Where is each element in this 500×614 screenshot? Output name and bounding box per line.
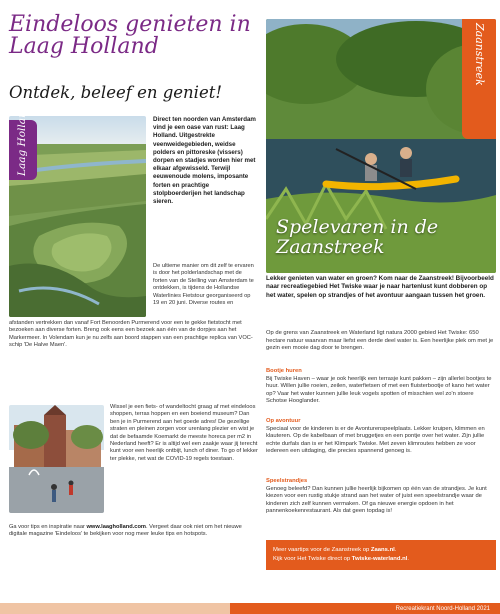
- kayak-title-line-1: Spelevaren in de: [276, 216, 439, 238]
- section-text: Speciaal voor de kinderen is er de Avonturenspeelplaats. Lekker kruipen, klimmen en klauteren. Op de kabelbaan of met bruggetjes en een pontje over het water. Zijn jullie echte durfals dan is er het Klimpark Twiske. Met zeven klimroutes hebben ze voor iedereen een uitdaging, die precies spannend genoeg is.: [266, 425, 485, 454]
- laagholland-link[interactable]: www.laagholland.com: [86, 524, 146, 530]
- section-text: Bij Twiske Haven – waar je ook heerlijk een terrasje kunt pakken – zijn allerlei bootjes te huur. Willen jullie roeien, zeilen, waterfietsen of met een fluisterbootje of kano het water op? Vaar het water kunnen jullie leuk vogels spotten of misschien wel zo'n stoere Schotse Hooglander.: [266, 375, 492, 404]
- info-box-line-2: [273, 555, 409, 563]
- kayak-title-line-2: Zaanstreek: [276, 236, 385, 258]
- section-heading: Speelstrandjes: [266, 478, 308, 484]
- info-box: [266, 540, 496, 570]
- left-paragraph-2: Wissel je een fiets- of wandeltocht graag af met eindeloos shoppen, terras hoppen en een boeiend museum? Dan ben je in Purmerend aan het goede adres! De gezellige straten en pleinen zorgen voor urenlang plezier en wist je dat de befaamde Koemarkt de meeste horeca per m2 in Nederland heeft? Er is altijd wel een zaakje waar jij terecht kunt voor een heerlijk ontbijt, lunch of diner. To go of lekker ter plekke, net wat de COVID-19 regels toestaan.: [110, 404, 258, 462]
- info-line-1-pre: Meer vaartips voor de Zaanstreek op: [273, 547, 371, 553]
- section-text: Genoeg beleefd? Dan kunnen jullie heerlijk bijkomen op één van de strandjes. Je kunt kiezen voor een rustig stukje strand aan het water of juist een speelstrandje waar de kinderen zich zelf kunnen vermaken. Of ga nieuwe energie opdoen in het pannenkoekenrestaurant. Als dat geen topdag is!: [266, 485, 487, 514]
- page-footer: [0, 603, 500, 614]
- right-paragraph-1: Op de grens van Zaanstreek en Waterland ligt natura 2000 gebied Het Twiske: 650 hectare natuur waarvan maar liefst een derde deel water is. Een heerlijke plek om met je gezin een mooie dag door te brengen.: [266, 330, 494, 351]
- section-speelstrandjes: [266, 478, 496, 516]
- right-intro-text: Lekker genieten van water en groen? Kom naar de Zaanstreek! Bijvoorbeeld naar recreatiegebied Het Twiske waar je naar hartenlust kunt dobberen op het water, spelen op strandjes of het avontuur aangaan tussen het groen.: [266, 275, 494, 299]
- page-subtitle: Ontdek, beleef en geniet!: [9, 83, 222, 102]
- info-line-2-pre: Kijk voor Het Twiske direct op: [273, 556, 352, 562]
- page-title: Eindeloos genieten in Laag Holland: [9, 12, 251, 59]
- left-paragraph-3: [9, 524, 259, 539]
- info-line-1-post: .: [394, 547, 397, 553]
- laag-holland-tab-label: Laag Holland: [16, 104, 28, 176]
- twiske-link[interactable]: Twiske-waterland.nl: [351, 556, 408, 562]
- left-paragraph-1-narrow: De ultieme manier om dit zelf te ervaren is door het polderlandschap met de forten van de Stelling van Amsterdam te ontdekken, is tijdens de Hollandse Waterlinies Fietstour georganiseerd op 19 en 20 juni. Diverse routes en: [153, 263, 254, 307]
- section-op-avontuur: [266, 418, 496, 456]
- section-heading: Op avontuur: [266, 418, 301, 424]
- left-paragraph-1-wide: afstanden vertrekken dan vanaf Fort Benoorden Purmerend voor een te gekke fietstocht met bezoeken aan diverse forten. Breng ook eens een bezoek aan één van de dorpjes aan het Markermeer. In Volendam kun je nu zelfs aan boord stappen van een prachtige replica van VOC-schip 'De Halve Maen'.: [9, 320, 253, 349]
- info-box-line-1: [273, 546, 396, 554]
- zaanstreek-tab: [462, 19, 496, 139]
- kayak-photo-title: [276, 217, 496, 257]
- laag-holland-tab: [9, 104, 37, 180]
- left-p3-post: . Vergeet daar ook niet om het nieuwe digitale magazine 'Eindeloos' te bekijken voor nog meer leuke tips en hotspots.: [9, 524, 242, 538]
- footer-text: Recreatiekrant Noord-Holland 2021: [395, 605, 490, 612]
- info-line-2-post: .: [407, 556, 409, 562]
- kayak-photo: [266, 19, 496, 273]
- section-heading: Bootje huren: [266, 368, 302, 374]
- purmerend-square-photo: [9, 405, 104, 513]
- left-intro-text: Direct ten noorden van Amsterdam vind je een oase van rust: Laag Holland. Uitgestrekte veenweidegebieden, weidse polders en pittoreske (vissers) dorpen en stadjes worden hier met elkaar afgewisseld. Terwijl eeuwenoude molens, imposante forten en prachtige stolpboerderijen het landschap sieren.: [153, 116, 256, 206]
- section-bootje-huren: [266, 368, 496, 406]
- zaans-link[interactable]: Zaans.nl: [370, 547, 395, 553]
- zaanstreek-tab-label: Zaanstreek: [473, 23, 486, 86]
- left-p3-pre: Ga voor tips en inspiratie naar: [9, 524, 87, 530]
